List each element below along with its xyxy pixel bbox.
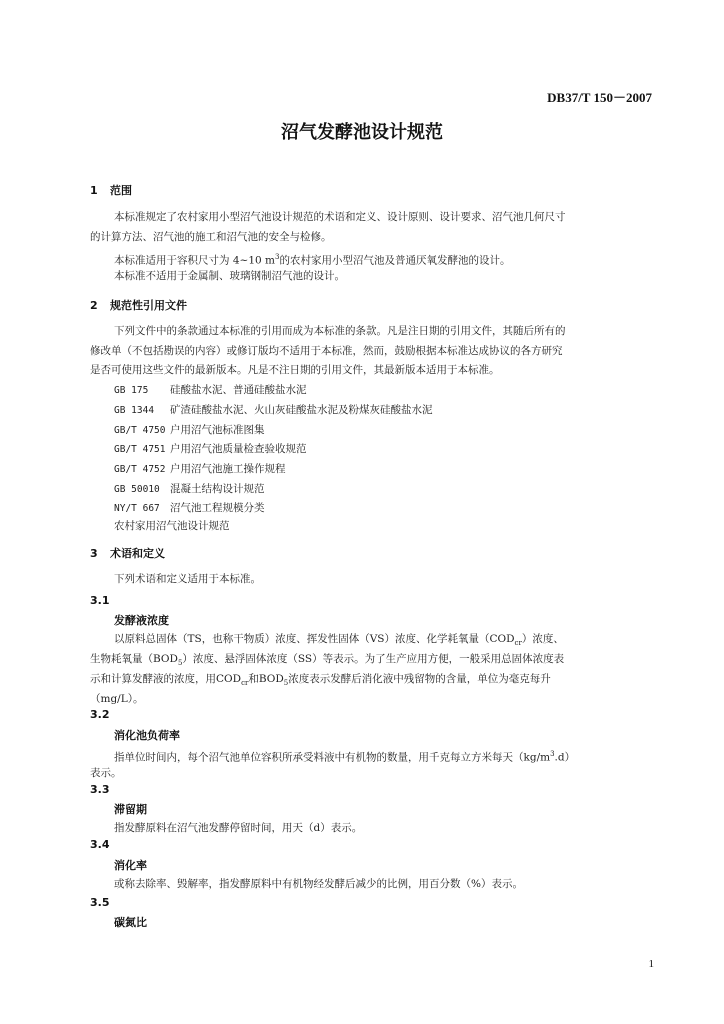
reference-code: GB/T 4751 xyxy=(114,444,166,455)
reference-title: 硅酸盐水泥、普通硅酸盐水泥 xyxy=(170,384,307,396)
reference-code: NY/T 667 xyxy=(114,503,160,514)
text-run: 本标准适用于容积尺寸为 4~10 m xyxy=(114,254,275,267)
paragraph-line: 本标准不适用于金属制、玻璃钢制沼气池的设计。 xyxy=(114,270,345,282)
paragraph-line: 指发酵原料在沼气池发酵停留时间，用天（d）表示。 xyxy=(114,822,363,834)
reference-item xyxy=(114,500,265,515)
superscript: 3 xyxy=(274,253,280,261)
reference-code: GB/T 4750 xyxy=(114,425,166,436)
text-run: 和BOD xyxy=(248,673,284,685)
text-run: 示和计算发酵液的浓度，用COD xyxy=(90,673,242,685)
term-heading: 消化池负荷率 xyxy=(114,729,180,742)
subscript: 5 xyxy=(177,659,183,668)
reference-item xyxy=(114,461,286,476)
reference-item xyxy=(114,441,307,456)
text-run: 指单位时间内，每个沼气池单位容积所承受料液中有机物的数量，用千克每立方米每天（kg/m xyxy=(114,751,551,764)
section-number: 3 xyxy=(90,547,98,560)
paragraph-line: （mg/L）。 xyxy=(90,693,144,705)
text-run: 浓度表示发酵后消化液中残留物的含量，单位为毫克每升 xyxy=(288,673,551,685)
section-title: 范围 xyxy=(110,184,132,197)
reference-title: 混凝土结构设计规范 xyxy=(170,483,265,495)
subscript: cr xyxy=(514,639,522,648)
reference-code: GB 175 xyxy=(114,385,149,396)
section-title: 规范性引用文件 xyxy=(110,299,187,312)
reference-item: 农村家用沼气池设计规范 xyxy=(114,520,230,532)
clause-number: 3.5 xyxy=(90,896,110,909)
paragraph-line: 表示。 xyxy=(90,767,122,779)
paragraph-line: 下列文件中的条款通过本标准的引用而成为本标准的条款。凡是注日期的引用文件，其随后所有的 xyxy=(114,325,566,337)
reference-code: GB 50010 xyxy=(114,484,160,495)
text-run: ）浓度、悬浮固体浓度（SS）等表示。为了生产应用方便，一般采用总固体浓度表 xyxy=(182,653,565,665)
term-heading: 发酵液浓度 xyxy=(114,614,169,627)
text-run: ）浓度、 xyxy=(521,633,564,645)
reference-code: GB/T 4752 xyxy=(114,464,166,475)
section-1-heading xyxy=(90,182,132,198)
superscript: 3 xyxy=(550,750,555,758)
reference-title: 户用沼气池施工操作规程 xyxy=(170,463,286,475)
clause-number: 3.2 xyxy=(90,708,110,721)
reference-title: 沼气池工程规模分类 xyxy=(170,502,265,514)
reference-title: 户用沼气池质量检查验收规范 xyxy=(170,443,307,455)
section-2-heading xyxy=(90,297,187,313)
subscript: cr xyxy=(241,679,249,688)
term-heading: 消化率 xyxy=(114,859,147,872)
reference-title: 户用沼气池标准图集 xyxy=(170,424,265,436)
reference-item xyxy=(114,481,265,496)
paragraph-line: 本标准规定了农村家用小型沼气池设计规范的术语和定义、设计原则、设计要求、沼气池几何尺寸 xyxy=(114,211,566,223)
reference-title: 矿渣硅酸盐水泥、火山灰硅酸盐水泥及粉煤灰硅酸盐水泥 xyxy=(170,404,433,416)
clause-number: 3.4 xyxy=(90,838,110,851)
term-heading: 碳氮比 xyxy=(114,916,147,929)
clause-number: 3.3 xyxy=(90,783,110,796)
paragraph-line: 或称去除率、毁解率，指发酵原料中有机物经发酵后减少的比例，用百分数（%）表示。 xyxy=(114,878,523,890)
section-title: 术语和定义 xyxy=(110,547,165,560)
paragraph-line xyxy=(90,669,551,693)
document-title: 沼气发酵池设计规范 xyxy=(281,122,443,143)
paragraph-line: 修改单（不包括勘误的内容）或修订版均不适用于本标准，然而，鼓励根据本标准达成协议的各方研究 xyxy=(90,345,563,357)
text-run: 的农村家用小型沼气池及普通厌氧发酵池的设计。 xyxy=(279,254,511,267)
reference-item xyxy=(114,402,433,417)
subscript: 5 xyxy=(283,679,289,688)
clause-number: 3.1 xyxy=(90,594,110,607)
text-run: .d） xyxy=(554,751,576,764)
reference-code: GB 1344 xyxy=(114,405,155,416)
paragraph-line: 是否可使用这些文件的最新版本。凡是不注日期的引用文件，其最新版本适用于本标准。 xyxy=(90,364,500,376)
text-run: 生物耗氧量（BOD xyxy=(90,653,178,665)
section-number: 1 xyxy=(90,184,98,197)
standard-code: DB37/T 150－2007 xyxy=(547,90,652,105)
section-number: 2 xyxy=(90,299,98,312)
reference-item xyxy=(114,382,307,397)
text-run: 以原料总固体（TS，也称干物质）浓度、挥发性固体（VS）浓度、化学耗氧量（COD xyxy=(114,633,515,645)
page-number: 1 xyxy=(648,958,654,970)
term-heading: 滞留期 xyxy=(114,803,147,816)
paragraph-line: 的计算方法、沼气池的施工和沼气池的安全与检修。 xyxy=(90,231,332,243)
reference-item xyxy=(114,422,265,437)
paragraph-line: 下列术语和定义适用于本标准。 xyxy=(114,573,261,585)
paragraph-line xyxy=(114,744,575,768)
section-3-heading xyxy=(90,545,165,561)
